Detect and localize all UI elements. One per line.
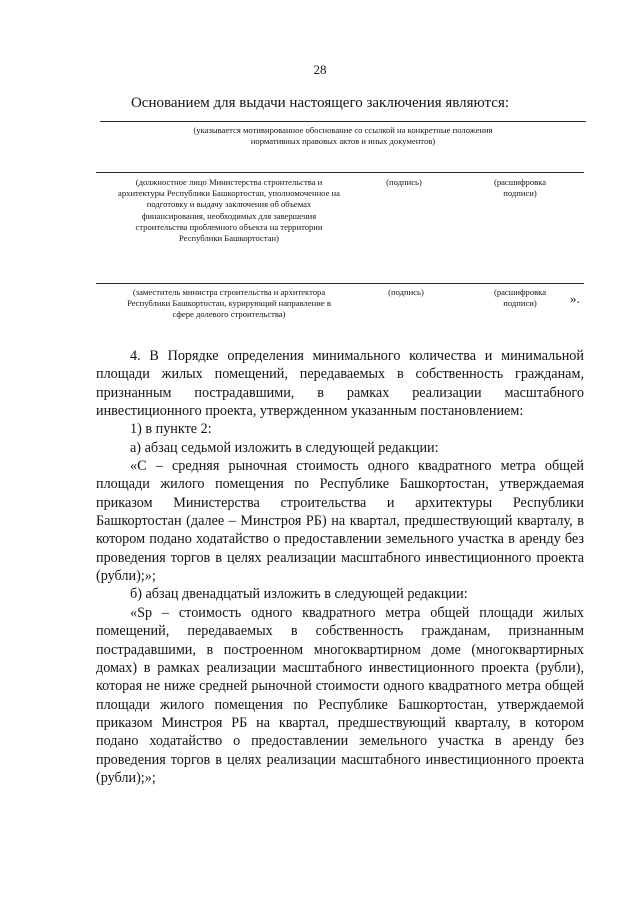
paragraph-subitem-b: б) абзац двенадцатый изложить в следующей редакции: <box>130 586 468 603</box>
basis-heading: Основанием для выдачи настоящего заключения являются: <box>130 95 510 111</box>
paragraph-formula-sp: «Sp – стоимость одного квадратного метра общей площади жилых помещений, передаваемых в собственность гражданам, признанным пострадавшими, в построенном многоквартирном доме (многоквартирных домах) в рамках реализации масштабного инвестиционного проекта (рубли), которая не ниже средней рыночной стоимости одного квадратного метра общей площади жилого помещения по Республике Башкортостан, утверждаемой приказом Минстроя РБ на квартал, предшествующий кварталу, в котором подано ходатайство о предоставлении земельного участка в аренду без проведения торгов в целях реализации масштабного инвестиционного проекта (рубли);»; <box>96 604 584 786</box>
paragraph-item-4: 4. В Порядке определения минимального количества и минимальной площади жилых помещений, передаваемых в собственность гражданам, признанным пострадавшими, в рамках реализации масштабного инвестиционного проекта, утвержденном указанным постановлением: <box>96 348 584 420</box>
decoding-label-1: (расшифровка подписи) <box>493 177 547 199</box>
paragraph-subitem-a: а) абзац седьмой изложить в следующей редакции: <box>130 439 439 456</box>
signature-line-2 <box>96 283 584 284</box>
basis-underline <box>100 121 586 122</box>
signature-line-1 <box>96 172 584 173</box>
official-position-1: (должностное лицо Министерства строительства и архитектуры Республики Башкортостан, уполномоченное на подготовку и выдачу заключения об объемах финансирования, необходимых для завершения строительства проблемного объекта на территории Республики Башкортостан) <box>118 177 340 244</box>
paragraph-subitem-1: 1) в пункте 2: <box>130 421 212 438</box>
amendment-text <box>96 347 584 787</box>
closing-quote: ». <box>570 291 580 306</box>
signature-label-1: (подпись) <box>386 177 422 187</box>
official-position-2: (заместитель министра строительства и архитектора Республики Башкортостан, курирующий направление в сфере долевого строительства) <box>127 287 331 320</box>
basis-note: (указывается мотивированное обоснование со ссылкой на конкретные положения нормативных правовых актов и иных документов) <box>193 125 493 146</box>
page-number: 28 <box>313 62 327 77</box>
signature-label-2: (подпись) <box>388 287 424 297</box>
decoding-label-2: (расшифровка подписи) <box>493 287 547 309</box>
paragraph-formula-c: «С – средняя рыночная стоимость одного квадратного метра общей площади жилого помещения по Республике Башкортостан, утверждаемая приказом Министерства строительства и архитектуры Республики Башкортостан (далее – Минстроя РБ) на квартал, предшествующий кварталу, в котором подано ходатайство о предоставлении земельного участка в аренду без проведения торгов в целях реализации масштабного инвестиционного проекта (рубли);»; <box>96 458 584 585</box>
